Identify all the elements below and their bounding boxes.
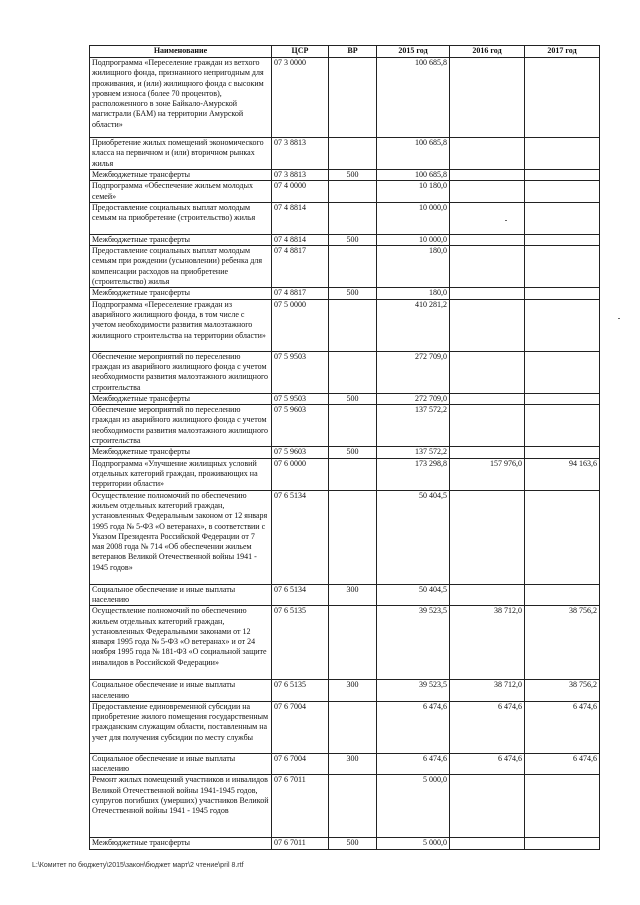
header-2015: 2015 год — [377, 46, 450, 58]
row-name-cell: Приобретение жилых помещений экономического класса на первичном и (или) вторичном рынках жилья — [90, 138, 272, 170]
row-csr-cell: 07 5 9603 — [272, 447, 329, 458]
table-row — [90, 351, 600, 393]
row-2017-cell: 38 756,2 — [525, 680, 600, 702]
row-2017-cell — [525, 288, 600, 299]
row-vr-cell: 500 — [329, 288, 377, 299]
row-2015-cell: 410 281,2 — [377, 299, 450, 351]
row-csr-cell: 07 6 5135 — [272, 606, 329, 680]
row-name-cell: Предоставление социальных выплат молодым семьям на приобретение (строительство) жилья — [90, 202, 272, 234]
row-csr-cell: 07 6 7011 — [272, 775, 329, 838]
row-2015-cell: 137 572,2 — [377, 405, 450, 447]
row-2017-cell — [525, 202, 600, 234]
row-name-cell: Обеспечение мероприятий по переселению граждан из аварийного жилищного фонда с учетом необходимости развития малоэтажного жилищного строительства — [90, 405, 272, 447]
row-2016-cell: 6 474,6 — [450, 753, 525, 775]
row-vr-cell: 300 — [329, 680, 377, 702]
row-2015-cell: 6 474,6 — [377, 701, 450, 753]
row-vr-cell — [329, 202, 377, 234]
row-2017-cell — [525, 775, 600, 838]
table-row — [90, 447, 600, 458]
table-row — [90, 458, 600, 490]
row-vr-cell — [329, 405, 377, 447]
row-vr-cell: 300 — [329, 753, 377, 775]
row-2015-cell: 5 000,0 — [377, 775, 450, 838]
row-vr-cell — [329, 458, 377, 490]
row-name-cell: Межбюджетные трансферты — [90, 288, 272, 299]
row-name-cell: Межбюджетные трансферты — [90, 447, 272, 458]
row-2017-cell — [525, 234, 600, 245]
row-name-cell: Межбюджетные трансферты — [90, 393, 272, 404]
row-csr-cell: 07 6 7004 — [272, 701, 329, 753]
row-csr-cell: 07 5 9503 — [272, 351, 329, 393]
row-2016-cell — [450, 58, 525, 138]
row-name-cell: Подпрограмма «Улучшение жилищных условий отдельных категорий граждан, проживающих на территории области» — [90, 458, 272, 490]
row-2016-cell — [450, 393, 525, 404]
row-2015-cell: 50 404,5 — [377, 490, 450, 584]
row-2016-cell — [450, 351, 525, 393]
row-2017-cell: 38 756,2 — [525, 606, 600, 680]
row-vr-cell: 500 — [329, 838, 377, 849]
row-2015-cell: 137 572,2 — [377, 447, 450, 458]
row-csr-cell: 07 4 8817 — [272, 288, 329, 299]
table-row — [90, 680, 600, 702]
row-csr-cell: 07 3 0000 — [272, 58, 329, 138]
row-csr-cell: 07 6 5134 — [272, 584, 329, 606]
table-row — [90, 299, 600, 351]
row-csr-cell: 07 3 8813 — [272, 170, 329, 181]
scan-mark — [505, 220, 507, 221]
table-row — [90, 606, 600, 680]
row-csr-cell: 07 6 5135 — [272, 680, 329, 702]
row-csr-cell: 07 6 7011 — [272, 838, 329, 849]
row-2015-cell: 10 000,0 — [377, 234, 450, 245]
row-2015-cell: 173 298,8 — [377, 458, 450, 490]
header-vr: ВР — [329, 46, 377, 58]
row-2016-cell — [450, 838, 525, 849]
row-2015-cell: 180,0 — [377, 246, 450, 288]
row-2016-cell — [450, 246, 525, 288]
row-2016-cell — [450, 490, 525, 584]
table-row — [90, 170, 600, 181]
row-csr-cell: 07 5 0000 — [272, 299, 329, 351]
row-name-cell: Подпрограмма «Переселение граждан из ветхого жилищного фонда, признанного непригодным для проживания, и (или) жилищного фонда с высоким уровнем износа (более 70 процентов), расположенного в зоне Байкало-Амурской магистрали (БАМ) на территории Амурской области» — [90, 58, 272, 138]
row-2015-cell: 100 685,8 — [377, 138, 450, 170]
file-path-footer: L:\Комитет по бюджету\2015\закон\бюджет март\2 чтение\pril 8.rtf — [32, 862, 244, 869]
row-name-cell: Подпрограмма «Обеспечение жильем молодых семей» — [90, 181, 272, 203]
table-row — [90, 138, 600, 170]
row-vr-cell — [329, 138, 377, 170]
row-vr-cell — [329, 181, 377, 203]
row-vr-cell: 500 — [329, 447, 377, 458]
row-2016-cell: 38 712,0 — [450, 606, 525, 680]
table-row — [90, 775, 600, 838]
row-2016-cell — [450, 202, 525, 234]
row-2016-cell — [450, 299, 525, 351]
row-name-cell: Социальное обеспечение и иные выплаты населению — [90, 584, 272, 606]
row-name-cell: Осуществление полномочий по обеспечению жильем отдельных категорий граждан, установленных Федеральным законом от 12 января 1995 года № 5-ФЗ «О ветеранах», в соответствии с Указом Президента Российской Федерации от 7 мая 2008 года № 714 «Об обеспечении жильем ветеранов Великой Отечественной войны 1941 - 1945 годов» — [90, 490, 272, 584]
row-name-cell: Осуществление полномочий по обеспечению жильем отдельных категорий граждан, установленных Федеральными законами от 12 января 1995 года № 5-ФЗ «О ветеранах» и от 24 ноября 1995 года № 181-ФЗ «О социальной защите инвалидов в Российской Федерации» — [90, 606, 272, 680]
row-2017-cell — [525, 490, 600, 584]
row-vr-cell — [329, 351, 377, 393]
header-2017: 2017 год — [525, 46, 600, 58]
row-csr-cell: 07 4 8817 — [272, 246, 329, 288]
table-row — [90, 202, 600, 234]
table-row — [90, 584, 600, 606]
row-2015-cell: 50 404,5 — [377, 584, 450, 606]
scan-mark — [618, 318, 620, 319]
table-body — [90, 58, 600, 850]
row-vr-cell: 500 — [329, 234, 377, 245]
row-2016-cell — [450, 405, 525, 447]
row-2017-cell — [525, 58, 600, 138]
table-row — [90, 58, 600, 138]
table-row — [90, 753, 600, 775]
row-2015-cell: 5 000,0 — [377, 838, 450, 849]
row-vr-cell — [329, 299, 377, 351]
row-2016-cell — [450, 181, 525, 203]
row-vr-cell — [329, 246, 377, 288]
table-row — [90, 288, 600, 299]
row-2016-cell — [450, 584, 525, 606]
row-2015-cell: 272 709,0 — [377, 351, 450, 393]
row-csr-cell: 07 4 8814 — [272, 202, 329, 234]
row-2015-cell: 180,0 — [377, 288, 450, 299]
row-csr-cell: 07 4 8814 — [272, 234, 329, 245]
row-2017-cell — [525, 170, 600, 181]
row-2015-cell: 100 685,8 — [377, 170, 450, 181]
header-name: Наименование — [90, 46, 272, 58]
table-row — [90, 838, 600, 849]
row-csr-cell: 07 3 8813 — [272, 138, 329, 170]
row-2017-cell — [525, 838, 600, 849]
row-2015-cell: 10 000,0 — [377, 202, 450, 234]
table-row — [90, 393, 600, 404]
row-2016-cell — [450, 170, 525, 181]
table-header-row — [90, 46, 600, 58]
row-2015-cell: 39 523,5 — [377, 606, 450, 680]
row-2015-cell: 100 685,8 — [377, 58, 450, 138]
row-name-cell: Межбюджетные трансферты — [90, 170, 272, 181]
budget-table — [89, 45, 600, 850]
row-name-cell: Межбюджетные трансферты — [90, 234, 272, 245]
row-vr-cell — [329, 490, 377, 584]
row-2017-cell — [525, 299, 600, 351]
row-name-cell: Межбюджетные трансферты — [90, 838, 272, 849]
row-vr-cell — [329, 701, 377, 753]
header-csr: ЦСР — [272, 46, 329, 58]
row-2016-cell: 157 976,0 — [450, 458, 525, 490]
row-2016-cell: 6 474,6 — [450, 701, 525, 753]
table-row — [90, 246, 600, 288]
row-2016-cell — [450, 138, 525, 170]
row-2017-cell — [525, 181, 600, 203]
row-vr-cell — [329, 58, 377, 138]
row-name-cell: Социальное обеспечение и иные выплаты населению — [90, 753, 272, 775]
row-csr-cell: 07 5 9503 — [272, 393, 329, 404]
row-2017-cell — [525, 138, 600, 170]
row-2017-cell: 6 474,6 — [525, 701, 600, 753]
row-2016-cell — [450, 288, 525, 299]
row-name-cell: Социальное обеспечение и иные выплаты населению — [90, 680, 272, 702]
row-name-cell: Предоставление единовременной субсидии на приобретение жилого помещения государственным гражданским служащим области, поставленным на учет для получения субсидии по месту службы — [90, 701, 272, 753]
row-2016-cell — [450, 234, 525, 245]
row-2017-cell — [525, 393, 600, 404]
row-csr-cell: 07 6 5134 — [272, 490, 329, 584]
row-vr-cell: 300 — [329, 584, 377, 606]
row-csr-cell: 07 6 7004 — [272, 753, 329, 775]
table-row — [90, 234, 600, 245]
row-2017-cell — [525, 447, 600, 458]
row-vr-cell — [329, 775, 377, 838]
row-2015-cell: 6 474,6 — [377, 753, 450, 775]
row-2016-cell — [450, 775, 525, 838]
table-row — [90, 181, 600, 203]
table-row — [90, 490, 600, 584]
row-2015-cell: 39 523,5 — [377, 680, 450, 702]
table-row — [90, 701, 600, 753]
row-vr-cell: 500 — [329, 170, 377, 181]
row-2017-cell — [525, 246, 600, 288]
row-csr-cell: 07 6 0000 — [272, 458, 329, 490]
row-vr-cell: 500 — [329, 393, 377, 404]
row-2016-cell: 38 712,0 — [450, 680, 525, 702]
row-2017-cell — [525, 351, 600, 393]
header-2016: 2016 год — [450, 46, 525, 58]
row-csr-cell: 07 4 0000 — [272, 181, 329, 203]
row-2016-cell — [450, 447, 525, 458]
row-2017-cell: 94 163,6 — [525, 458, 600, 490]
table-row — [90, 405, 600, 447]
row-2017-cell — [525, 405, 600, 447]
row-name-cell: Предоставление социальных выплат молодым семьям при рождении (усыновлении) ребенка для компенсации расходов на приобретение (строительство) жилья — [90, 246, 272, 288]
row-vr-cell — [329, 606, 377, 680]
row-name-cell: Обеспечение мероприятий по переселению граждан из аварийного жилищного фонда с учетом необходимости развития малоэтажного жилищного строительства — [90, 351, 272, 393]
row-name-cell: Подпрограмма «Переселение граждан из аварийного жилищного фонда, в том числе с учетом необходимости развития малоэтажного жилищного строительства на территории области» — [90, 299, 272, 351]
row-csr-cell: 07 5 9603 — [272, 405, 329, 447]
row-2015-cell: 272 709,0 — [377, 393, 450, 404]
row-name-cell: Ремонт жилых помещений участников и инвалидов Великой Отечественной войны 1941-1945 годов, супругов погибших (умерших) участников Великой Отечественной войны 1941 - 1945 годов — [90, 775, 272, 838]
row-2017-cell: 6 474,6 — [525, 753, 600, 775]
row-2017-cell — [525, 584, 600, 606]
row-2015-cell: 10 180,0 — [377, 181, 450, 203]
